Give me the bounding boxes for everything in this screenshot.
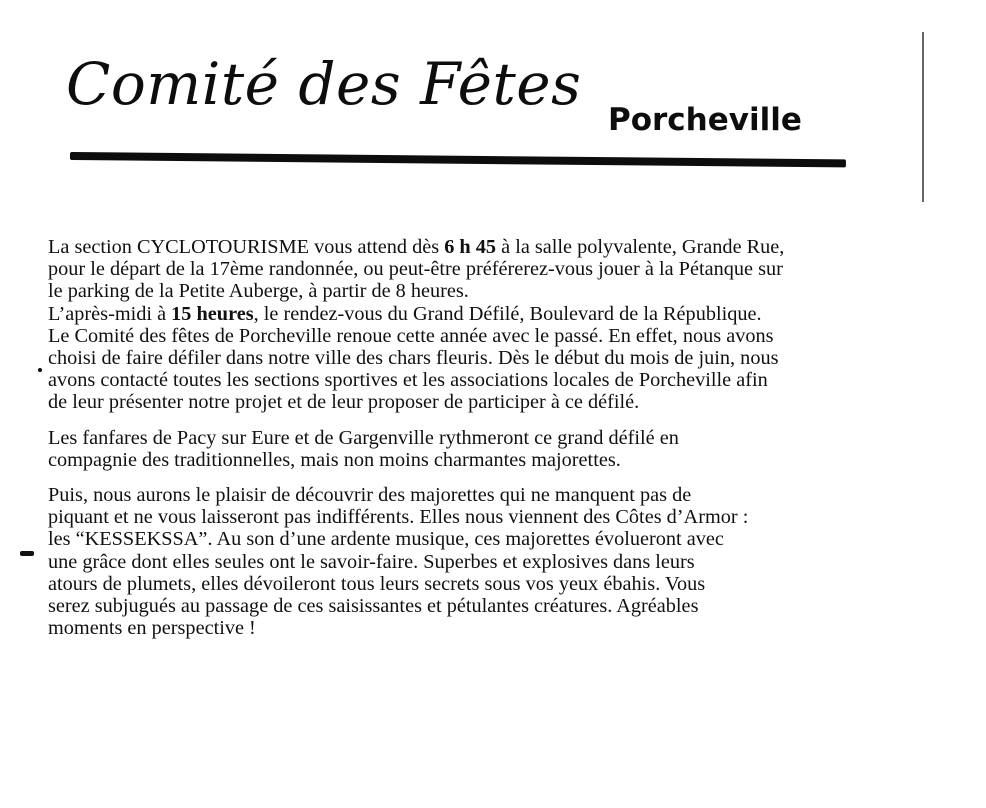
text-line: piquant et ne vous laisseront pas indifférents. Elles nous viennent des Côtes d’Armor : bbox=[48, 506, 749, 529]
text-line bbox=[48, 303, 978, 325]
text-span: La section CYCLOTOURISME vous attend dès bbox=[48, 236, 445, 258]
text-line: choisi de faire défiler dans notre ville des chars fleuris. Dès le début du mois de juin, nous bbox=[48, 347, 779, 370]
masthead-town: Porcheville bbox=[608, 102, 802, 138]
text-line bbox=[48, 236, 978, 258]
masthead-rule bbox=[70, 152, 846, 167]
text-span: , le rendez-vous du Grand Défilé, Boulevard de la République. bbox=[253, 302, 762, 325]
paragraph-grand-defile bbox=[48, 303, 978, 414]
text-line: pour le départ de la 17ème randonnée, ou peut-être préférerez-vous jouer à la Pétanque sur bbox=[48, 258, 783, 281]
article-body bbox=[48, 236, 978, 639]
text-line: atours de plumets, elles dévoileront tous leurs secrets sous vos yeux ébahis. Vous bbox=[48, 572, 706, 595]
text-line: serez subjugués au passage de ces saisissantes et pétulantes créatures. Agréables bbox=[48, 595, 699, 618]
text-line: Les fanfares de Pacy sur Eure et de Gargenville rythmeront ce grand défilé en bbox=[48, 426, 679, 449]
paragraph-majorettes bbox=[48, 484, 978, 639]
text-line: le parking de la Petite Auberge, à partir de 8 heures. bbox=[48, 280, 469, 303]
text-line: une grâce dont elles seules ont le savoir-faire. Superbes et explosives dans leurs bbox=[48, 550, 695, 573]
paragraph-cyclotourisme bbox=[48, 236, 978, 303]
text-line: Le Comité des fêtes de Porcheville renoue cette année avec le passé. En effet, nous avons bbox=[48, 324, 774, 347]
text-line: Puis, nous aurons le plaisir de découvrir des majorettes qui ne manquent pas de bbox=[48, 484, 692, 507]
text-line: avons contacté toutes les sections sportives et les associations locales de Porcheville afin bbox=[48, 369, 768, 392]
text-span: à la salle polyvalente, Grande Rue, bbox=[496, 236, 785, 258]
text-line: les “KESSEKSSA”. Au son d’une ardente musique, ces majorettes évolueront avec bbox=[48, 528, 724, 551]
margin-dash bbox=[20, 551, 34, 556]
masthead-title: Comité des Fêtes bbox=[66, 50, 582, 118]
text-line: de leur présenter notre projet et de leur proposer de participer à ce défilé. bbox=[48, 391, 640, 414]
time-emphasis: 6 h 45 bbox=[444, 236, 497, 258]
time-emphasis: 15 heures bbox=[171, 302, 254, 325]
text-line: moments en perspective ! bbox=[48, 617, 256, 640]
paragraph-fanfares bbox=[48, 427, 978, 471]
scan-margin-line bbox=[922, 32, 924, 202]
text-span: L’après-midi à bbox=[48, 302, 172, 325]
margin-dot bbox=[38, 368, 42, 372]
masthead bbox=[60, 40, 850, 140]
text-line: compagnie des traditionnelles, mais non moins charmantes majorettes. bbox=[48, 448, 621, 471]
